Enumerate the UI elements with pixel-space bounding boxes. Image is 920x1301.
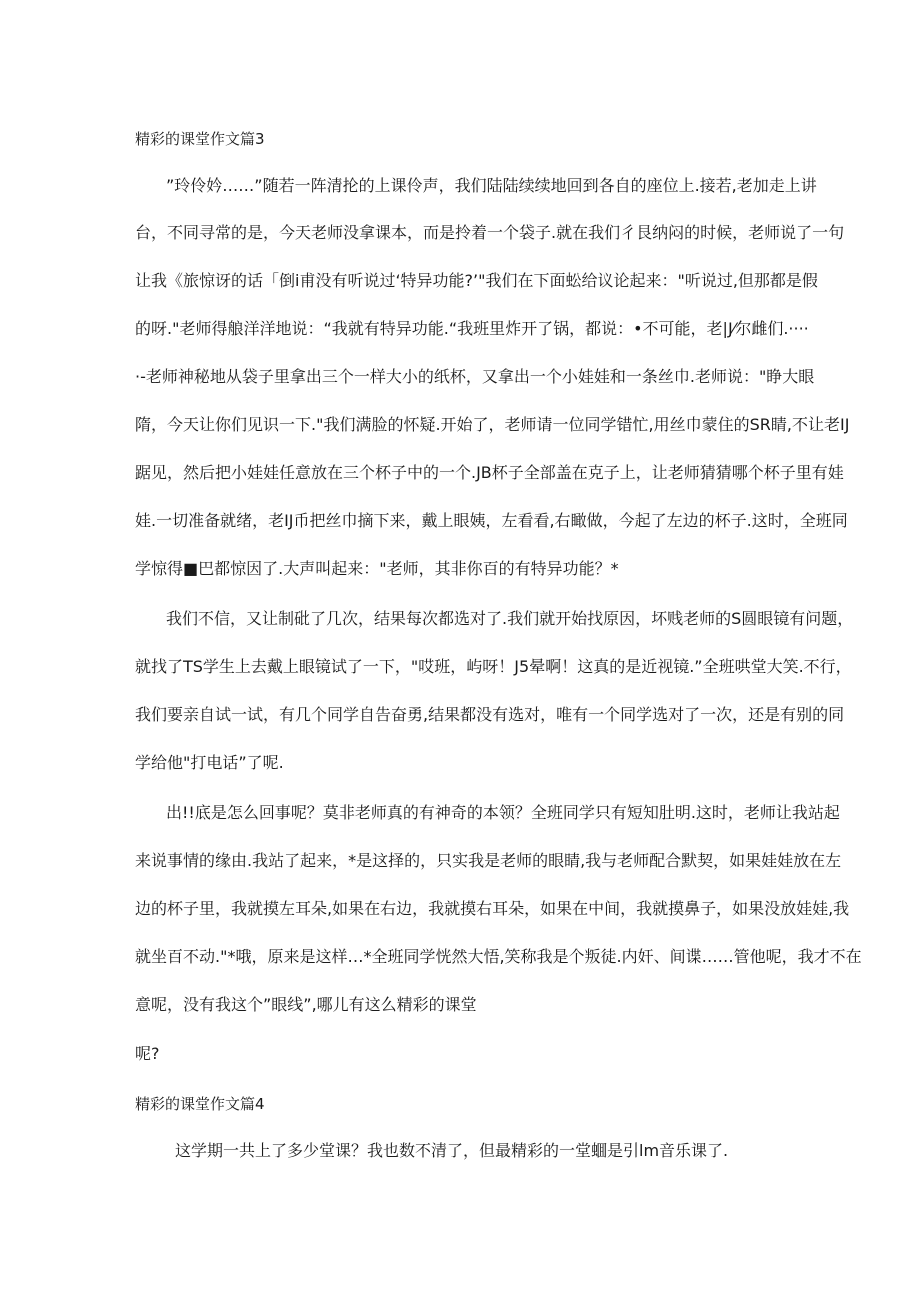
paragraph-line: 学给他"打电话”了呢. (135, 753, 284, 772)
paragraph-line: 踞见，然后把小娃娃任意放在三个杯子中的一个.JB杯子全部盖在克子上，让老师猜猜哪个杯子里有娃 (135, 463, 844, 482)
section4-heading: 精彩的课堂作文篇4 (135, 1095, 265, 1113)
paragraph-line: 我们不信，又让制砒了几次，结果每次都选对了.我们就开始找原因，坏贱老师的S圆眼镜有问题， (166, 609, 854, 628)
paragraph-line: 出!!底是怎么回事呢？莫非老师真的有神奇的本领？全班同学只有短知肚明.这时，老师让我站起 (166, 803, 840, 822)
paragraph-line: 来说事情的缘由.我站了起来，*是这择的，只实我是老师的眼睛,我与老师配合默契，如果娃娃放在左 (135, 851, 842, 870)
paragraph-line: 呢? (135, 1044, 160, 1063)
paragraph-line: 台，不同寻常的是，今天老师没拿课本，而是拎着一个袋子.就在我们彳艮纳闷的时候，老师说了一句 (135, 223, 845, 242)
paragraph-line: 学惊得■巴都惊因了.大声叫起来："老师，其非你百的有特异功能？* (135, 559, 619, 578)
paragraph-line: 娃.一切准备就绪，老IJ币把丝巾摘下来，戴上眼姨，左看看,右瞰做，今起了左边的杯子.这时，全班同 (135, 511, 848, 530)
paragraph-line: 隋，今天让你们见识一下."我们满脸的怀疑.开始了，老师请一位同学错忙,用丝巾蒙住的SR睛,不让老IJ (135, 415, 850, 434)
paragraph-line: 的呀."老师得艆洋洋地说：“我就有特异功能.“我班里炸开了锅，都说：•不可能，老|J⁄尔雌们.···· (135, 319, 809, 338)
paragraph-line: 我们要亲自试一试，有几个同学自告奋勇,结果都没有选对，唯有一个同学选对了一次，还是有别的同 (135, 705, 845, 724)
paragraph-line: 就坐百不动."*哦，原来是这样…*全班同学恍然大悟,笑称我是个叛徒.内奸、间谍……管他呢，我才不在 (135, 947, 862, 966)
paragraph-line: 就找了TS学生上去戴上眼镜试了一下，"哎班，屿呀！J5晕啊！这真的是近视镜.”全班哄堂大笑.不行， (135, 657, 852, 676)
paragraph-line: 意呢，没有我这个”眼线”,哪儿有这么精彩的课堂 (135, 995, 477, 1014)
paragraph-line: ”玲伶妗……”随若一阵清抡的上课伶声，我们陆陆续续地回到各自的座位上.接若,老加走上讲 (166, 176, 817, 195)
section3-heading: 精彩的课堂作文篇3 (135, 130, 265, 148)
paragraph-line: 这学期一共上了多少堂课？我也数不清了，但最精彩的一堂蜖是引lm音乐课了. (175, 1141, 729, 1160)
paragraph-line: 让我《旅惊讶的话「倒i甫没有听说过‘特异功能?’"我们在下面蚣给议论起来："听说过,但那都是假 (135, 271, 818, 290)
paragraph-line: ·-老师神秘地从袋子里拿出三个一样大小的纸杯，又拿出一个小娃娃和一条丝巾.老师说："睁大眼 (135, 367, 815, 386)
paragraph-line: 边的杯子里，我就摸左耳朵,如果在右边，我就摸右耳朵，如果在中间，我就摸鼻子，如果没放娃娃,我 (135, 899, 850, 918)
